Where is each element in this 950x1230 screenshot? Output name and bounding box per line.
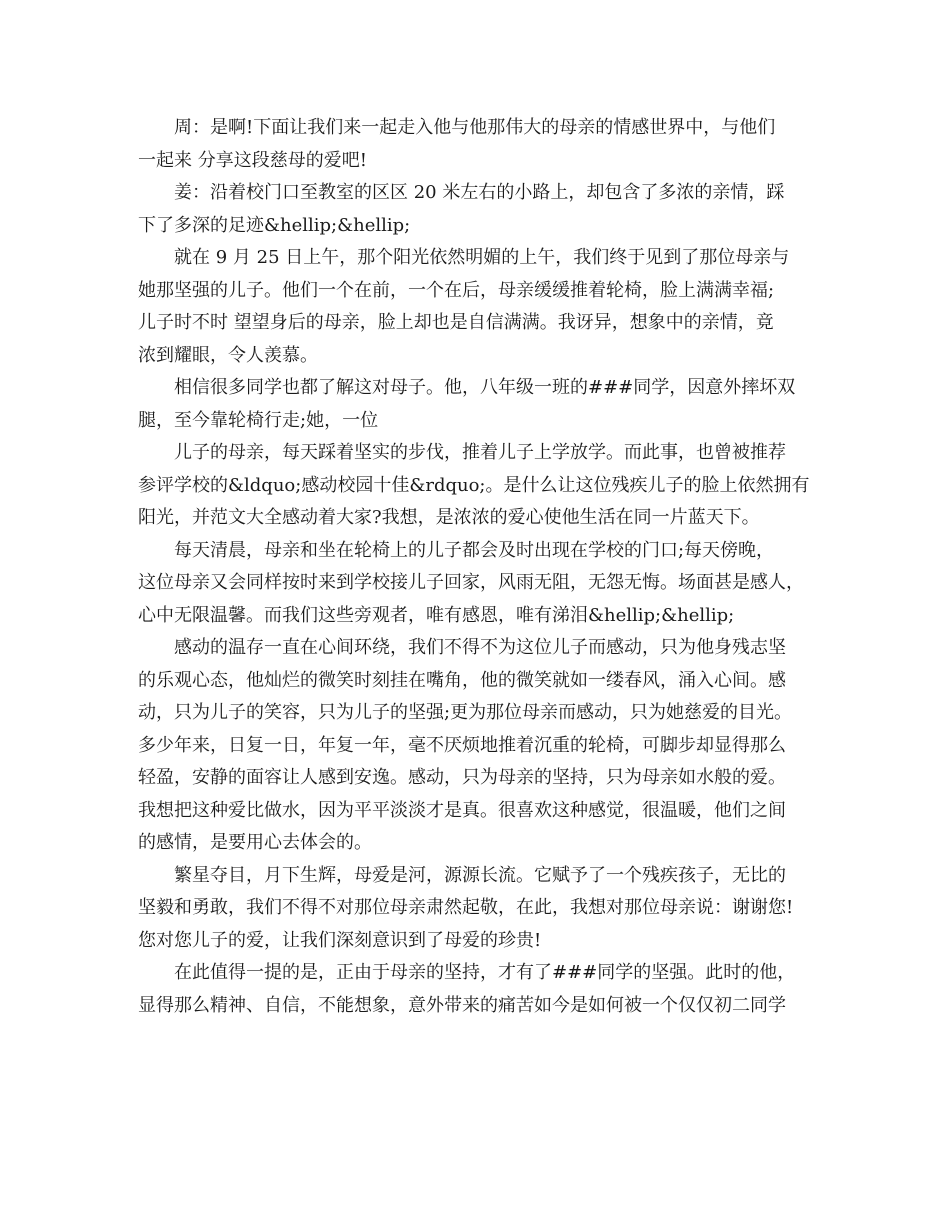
text-line: 心中无限温馨。而我们这些旁观者，唯有感恩，唯有涕泪&hellip;&hellip; <box>138 604 735 626</box>
text-line: 动，只为儿子的笑容，只为儿子的坚强;更为那位母亲而感动，只为她慈爱的目光。 <box>138 702 793 723</box>
text-line: 您对您儿子的爱，让我们深刻意识到了母爱的珍贵! <box>138 929 542 951</box>
paragraph-5 <box>138 437 828 535</box>
text-line: 儿子的母亲，每天踩着坚实的步伐，推着儿子上学放学。而此事，也曾被推荐 <box>174 442 786 463</box>
text-line: 坚毅和勇敢，我们不得不对那位母亲肃然起敬，在此，我想对那位母亲说：谢谢您! <box>138 897 794 918</box>
text-line: 就在 9 月 25 日上午，那个阳光依然明媚的上午，我们终于见到了那位母亲与 <box>174 247 790 268</box>
paragraph-4 <box>138 372 828 437</box>
text-line: 一起来 分享这段慈母的爱吧! <box>138 149 367 171</box>
document-body <box>138 112 828 1022</box>
text-line: 浓到耀眼，令人羡慕。 <box>138 344 318 366</box>
text-line: 下了多深的足迹&hellip;&hellip; <box>138 214 411 236</box>
text-line: 阳光，并范文大全感动着大家?我想，是浓浓的爱心使他生活在同一片蓝天下。 <box>138 507 760 528</box>
text-line: 周：是啊!下面让我们来一起走入他与他那伟大的母亲的情感世界中，与他们 <box>174 117 776 138</box>
text-line: 腿，至今靠轮椅行走;她，一位 <box>138 409 379 431</box>
paragraph-8 <box>138 860 828 958</box>
text-line: 在此值得一提的是，正由于母亲的坚持，才有了###同学的坚强。此时的他， <box>174 962 796 983</box>
text-line: 儿子时不时 望望身后的母亲，脸上却也是自信满满。我讶异，想象中的亲情，竟 <box>138 312 774 333</box>
text-line: 姜：沿着校门口至教室的区区 20 米左右的小路上，却包含了多浓的亲情，踩 <box>174 182 785 203</box>
paragraph-2 <box>138 177 828 242</box>
text-line: 相信很多同学也都了解这对母子。他，八年级一班的###同学，因意外摔坏双 <box>174 377 796 398</box>
paragraph-7 <box>138 632 828 860</box>
text-line: 显得那么精神、自信，不能想象，意外带来的痛苦如今是如何被一个仅仅初二同学 <box>138 994 786 1016</box>
paragraph-6 <box>138 535 828 633</box>
text-line: 繁星夺目，月下生辉，母爱是河，源源长流。它赋予了一个残疾孩子，无比的 <box>174 864 786 886</box>
text-line: 参评学校的&ldquo;感动校园十佳&rdquo;。是什么让这位残疾儿子的脸上依然拥有 <box>138 474 810 496</box>
paragraph-9 <box>138 957 828 1022</box>
text-line: 这位母亲又会同样按时来到学校接儿子回家，风雨无阻，无怨无悔。场面甚是感人， <box>138 572 804 593</box>
text-line: 的乐观心态，他灿烂的微笑时刻挂在嘴角，他的微笑就如一缕春风，涌入心间。感 <box>138 669 786 691</box>
text-line: 她那坚强的儿子。他们一个在前，一个在后，母亲缓缓推着轮椅，脸上满满幸福; <box>138 279 775 301</box>
text-line: 我想把这种爱比做水，因为平平淡淡才是真。很喜欢这种感觉，很温暖，他们之间 <box>138 799 786 821</box>
text-line: 每天清晨，母亲和坐在轮椅上的儿子都会及时出现在学校的门口;每天傍晚， <box>174 539 775 561</box>
text-line: 的感情，是要用心去体会的。 <box>138 832 372 853</box>
text-line: 多少年来，日复一日，年复一年，毫不厌烦地推着沉重的轮椅，可脚步却显得那么 <box>138 734 786 756</box>
paragraph-3 <box>138 242 828 372</box>
text-line: 感动的温存一直在心间环绕，我们不得不为这位儿子而感动，只为他身残志坚 <box>174 637 786 658</box>
text-line: 轻盈，安静的面容让人感到安逸。感动，只为母亲的坚持，只为母亲如水般的爱。 <box>138 767 786 788</box>
paragraph-1 <box>138 112 828 177</box>
